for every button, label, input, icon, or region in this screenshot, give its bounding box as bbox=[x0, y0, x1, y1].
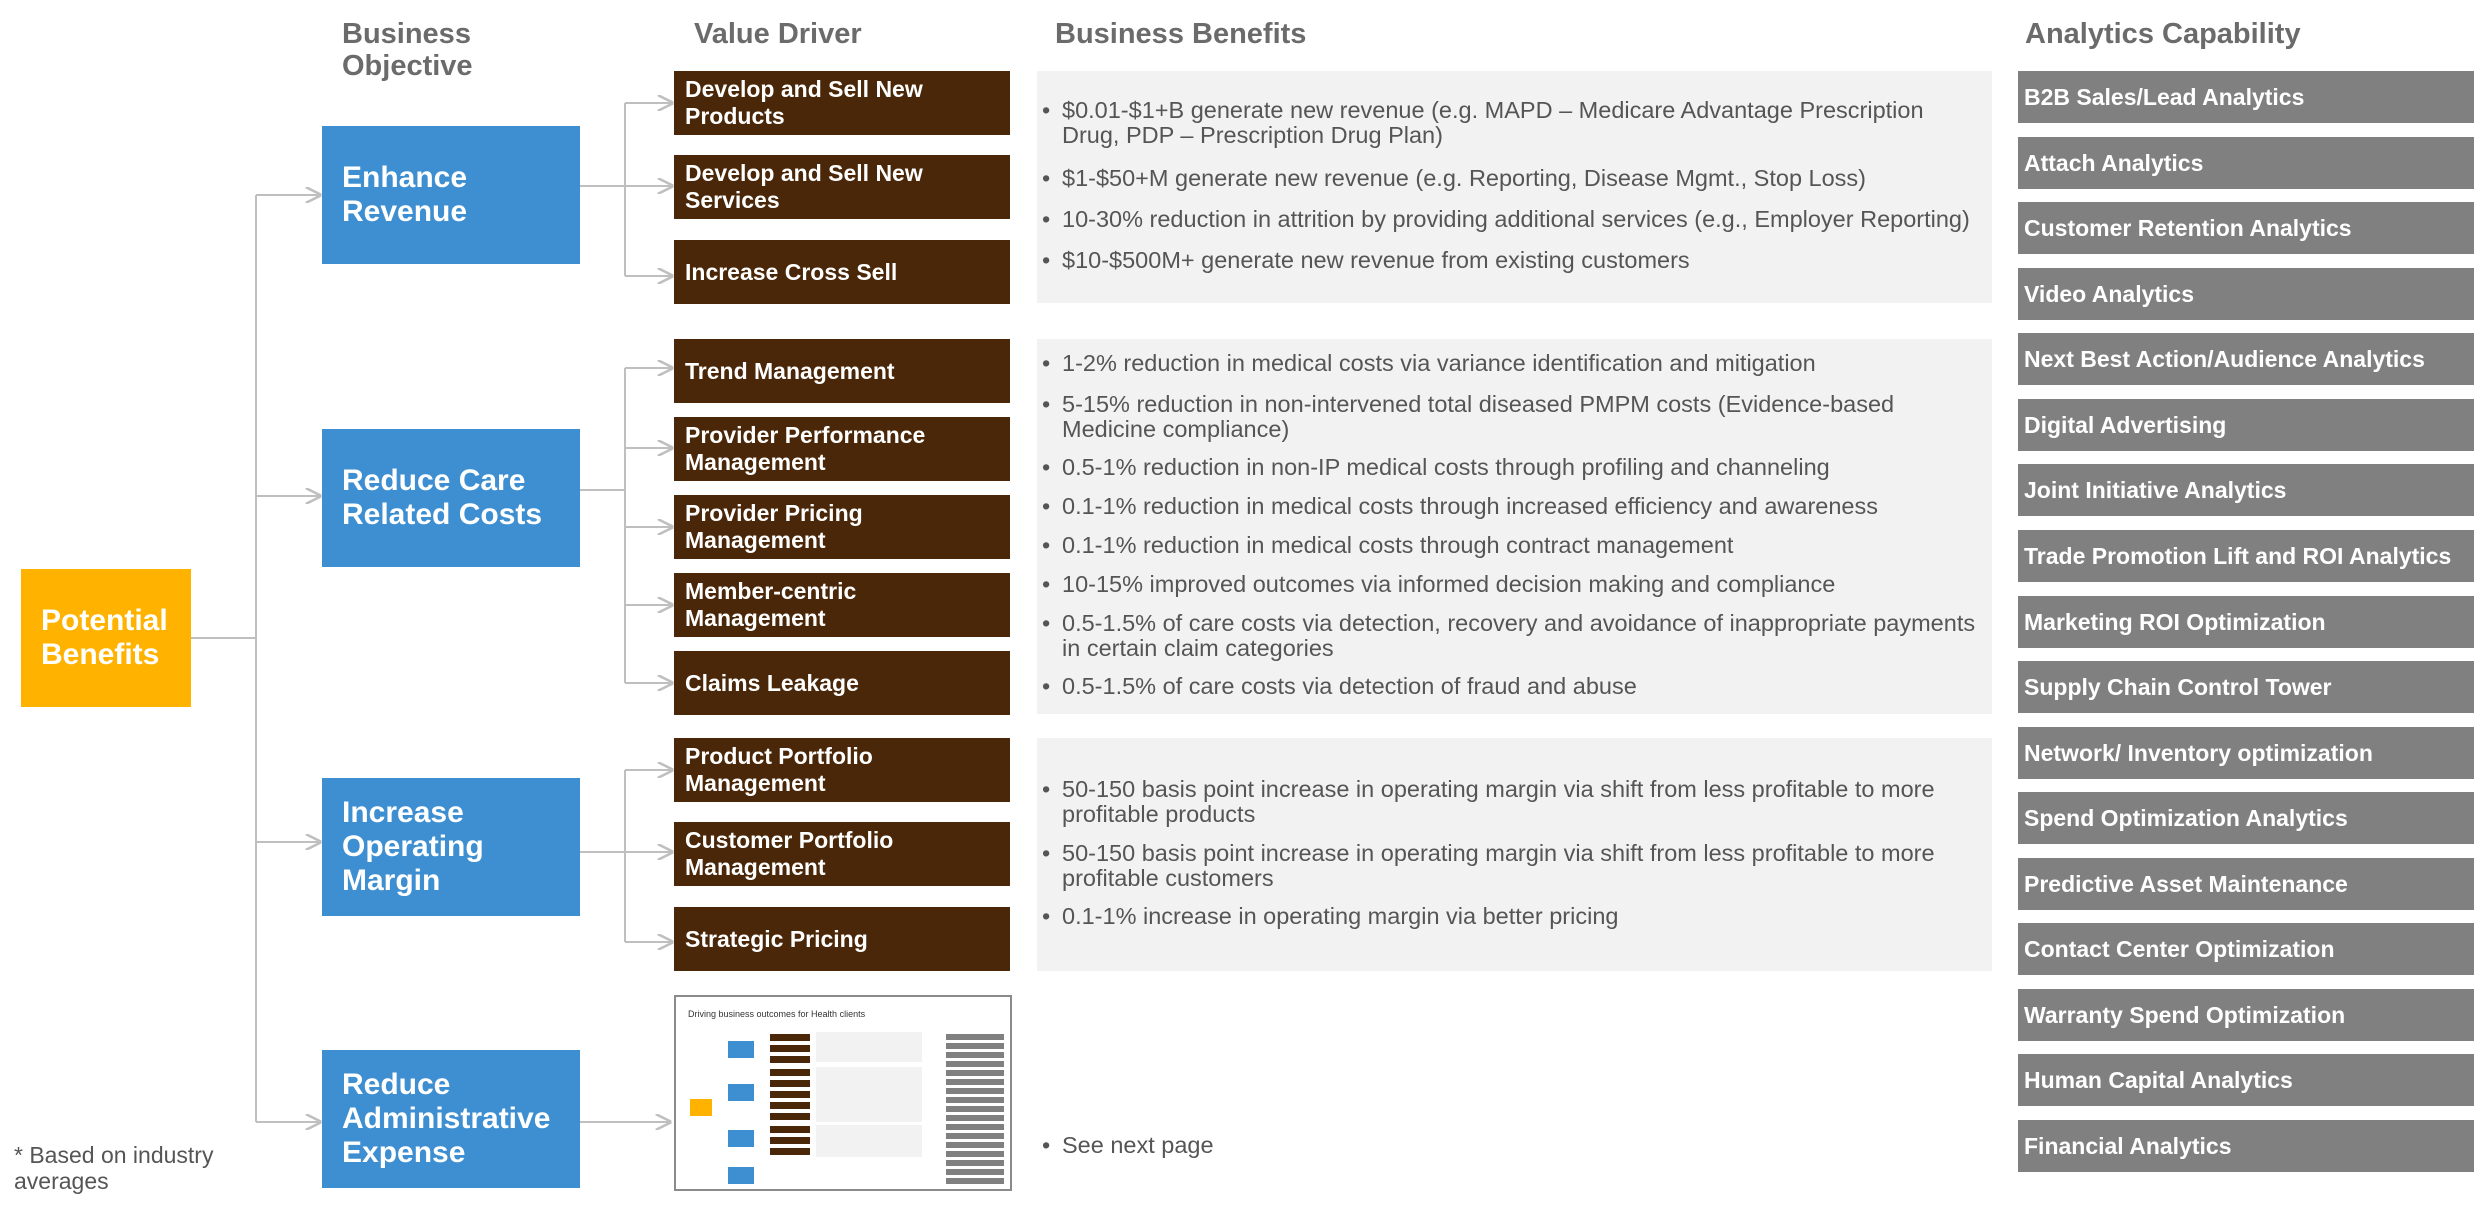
header-business-benefits: Business Benefits bbox=[1055, 18, 1307, 50]
benefit-item: • 1-2% reduction in medical costs via variance identification and mitigation bbox=[1042, 351, 1978, 376]
benefit-item: • $1-$50+M generate new revenue (e.g. Reporting, Disease Mgmt., Stop Loss) bbox=[1042, 166, 1978, 191]
thumbnail-miniature bbox=[676, 997, 1010, 1189]
objective-enhance-revenue: Enhance Revenue bbox=[322, 126, 580, 264]
benefit-item: • 0.1-1% increase in operating margin via better pricing bbox=[1042, 904, 1978, 929]
benefit-item: • 50-150 basis point increase in operating margin via shift from less profitable to more profitable products bbox=[1042, 777, 1978, 827]
benefits-panel-care-costs bbox=[1037, 339, 1992, 714]
header-business-objective: Business Objective bbox=[342, 18, 473, 82]
capability-trade-promotion: Trade Promotion Lift and ROI Analytics bbox=[2018, 530, 2474, 582]
next-page-thumbnail[interactable] bbox=[674, 995, 1012, 1191]
driver-trend-management: Trend Management bbox=[674, 339, 1010, 403]
objective-reduce-care-costs: Reduce Care Related Costs bbox=[322, 429, 580, 567]
driver-cross-sell: Increase Cross Sell bbox=[674, 240, 1010, 304]
potential-benefits-box: Potential Benefits bbox=[21, 569, 191, 707]
benefit-item: • 50-150 basis point increase in operating margin via shift from less profitable to more profitable customers bbox=[1042, 841, 1978, 891]
benefits-panel-operating-margin bbox=[1037, 738, 1992, 971]
capability-attach: Attach Analytics bbox=[2018, 137, 2474, 189]
benefit-item: • 0.5-1.5% of care costs via detection of fraud and abuse bbox=[1042, 674, 1978, 699]
objective-increase-operating-margin: Increase Operating Margin bbox=[322, 778, 580, 916]
capability-b2b-sales: B2B Sales/Lead Analytics bbox=[2018, 71, 2474, 123]
capability-contact-center: Contact Center Optimization bbox=[2018, 923, 2474, 975]
capability-video: Video Analytics bbox=[2018, 268, 2474, 320]
capability-digital-advertising: Digital Advertising bbox=[2018, 399, 2474, 451]
benefit-item: • 10-30% reduction in attrition by providing additional services (e.g., Employer Reporting) bbox=[1042, 207, 1978, 232]
benefit-item: • 0.5-1.5% of care costs via detection, recovery and avoidance of inappropriate payments in certain claim categories bbox=[1042, 611, 1978, 661]
benefit-item: • 0.5-1% reduction in non-IP medical costs through profiling and channeling bbox=[1042, 455, 1978, 480]
capability-spend-optimization: Spend Optimization Analytics bbox=[2018, 792, 2474, 844]
benefits-panel-revenue bbox=[1037, 71, 1992, 303]
benefit-item: • 10-15% improved outcomes via informed decision making and compliance bbox=[1042, 572, 1978, 597]
driver-product-portfolio: Product Portfolio Management bbox=[674, 738, 1010, 802]
see-next-page-note: • See next page bbox=[1042, 1133, 1442, 1158]
header-value-driver: Value Driver bbox=[694, 18, 862, 50]
benefit-item: • 0.1-1% reduction in medical costs through increased efficiency and awareness bbox=[1042, 494, 1978, 519]
capability-warranty-spend: Warranty Spend Optimization bbox=[2018, 989, 2474, 1041]
capability-network-inventory: Network/ Inventory optimization bbox=[2018, 727, 2474, 779]
driver-member-centric: Member-centric Management bbox=[674, 573, 1010, 637]
footnote: * Based on industry averages bbox=[14, 1142, 214, 1194]
objective-reduce-admin-expense: Reduce Administrative Expense bbox=[322, 1050, 580, 1188]
driver-new-products: Develop and Sell New Products bbox=[674, 71, 1010, 135]
benefit-item: • $10-$500M+ generate new revenue from existing customers bbox=[1042, 248, 1978, 273]
capability-financial: Financial Analytics bbox=[2018, 1120, 2474, 1172]
driver-claims-leakage: Claims Leakage bbox=[674, 651, 1010, 715]
capability-next-best-action: Next Best Action/Audience Analytics bbox=[2018, 333, 2474, 385]
driver-strategic-pricing: Strategic Pricing bbox=[674, 907, 1010, 971]
capability-human-capital: Human Capital Analytics bbox=[2018, 1054, 2474, 1106]
driver-provider-performance: Provider Performance Management bbox=[674, 417, 1010, 481]
capability-marketing-roi: Marketing ROI Optimization bbox=[2018, 596, 2474, 648]
driver-new-services: Develop and Sell New Services bbox=[674, 155, 1010, 219]
capability-supply-chain: Supply Chain Control Tower bbox=[2018, 661, 2474, 713]
thumbnail-title: Driving business outcomes for Health clients bbox=[688, 1009, 866, 1019]
driver-provider-pricing: Provider Pricing Management bbox=[674, 495, 1010, 559]
driver-customer-portfolio: Customer Portfolio Management bbox=[674, 822, 1010, 886]
capability-predictive-asset: Predictive Asset Maintenance bbox=[2018, 858, 2474, 910]
benefit-item: • 5-15% reduction in non-intervened total diseased PMPM costs (Evidence-based Medicine compliance) bbox=[1042, 392, 1978, 442]
benefit-item: • $0.01-$1+B generate new revenue (e.g. MAPD – Medicare Advantage Prescription Drug, PDP – Prescription Drug Plan) bbox=[1042, 98, 1978, 148]
capability-customer-retention: Customer Retention Analytics bbox=[2018, 202, 2474, 254]
header-analytics-capability: Analytics Capability bbox=[2025, 18, 2301, 50]
capability-joint-initiative: Joint Initiative Analytics bbox=[2018, 464, 2474, 516]
benefit-item: • 0.1-1% reduction in medical costs through contract management bbox=[1042, 533, 1978, 558]
